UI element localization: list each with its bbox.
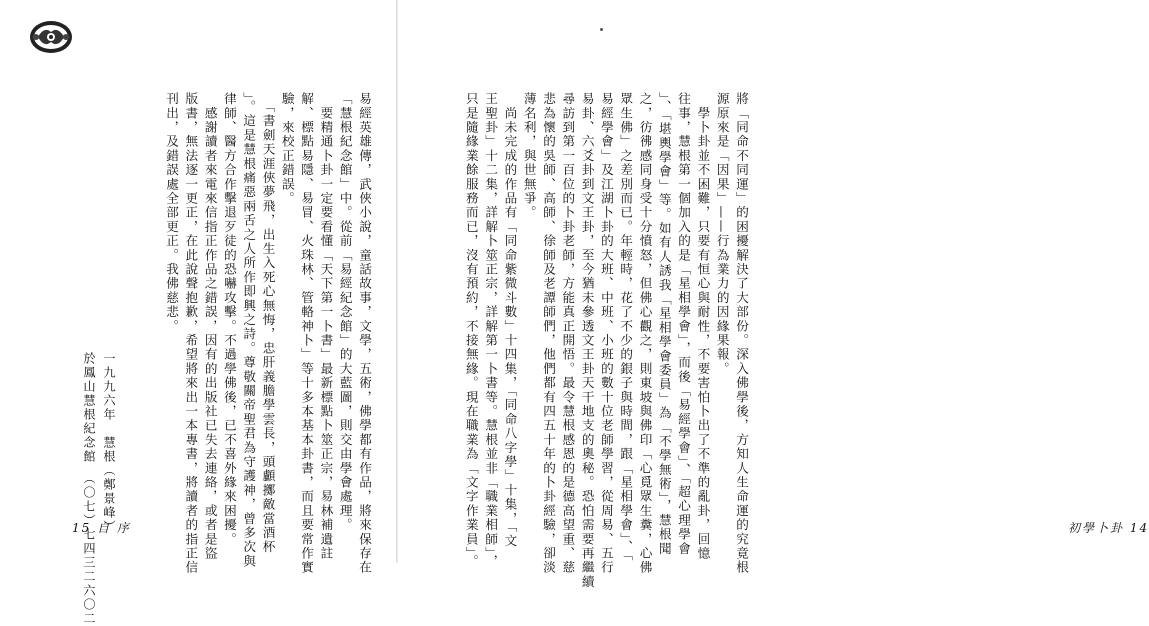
signature-place-phone: 於鳳山慧根紀念館 （〇七）七四三二六〇二 [82, 352, 96, 626]
text-column: 源原來是「因果」——行為業力的因緣果報。 [714, 92, 730, 376]
left-page [0, 0, 396, 626]
text-column: 刊出，及錯誤處全部更正。我佛慈悲。 [164, 92, 180, 334]
text-column: 往事，慧根第一個加入的是「星相學會」，而後「易經學會」、「超心理學會 [676, 92, 692, 556]
text-column: 只是隨緣業餘服務而已，沒有預約，不接無緣。現在職業為「文字作業員」。 [463, 92, 479, 569]
text-column: 眾生佛」之差別而已。年輕時，花了不少的銀子與時間，跟「星相學會」、「 [618, 92, 634, 563]
text-column: 學卜卦並不困難，只要有恒心與耐性，不要害怕卜出了不準的亂卦，回憶 [695, 92, 711, 561]
page-folio-right: 初學卜卦 14 [1068, 521, 1149, 535]
text-column: 「慧根紀念館」中。從前「易經紀念館」的大藍圖，則交由學會處理。 [337, 92, 353, 533]
text-column: 「書劍天涯俠夢飛，出生入死心無悔，忠肝義膽學雲長，頭顱擲敵當酒杯 [260, 92, 276, 555]
text-column: 易經學會」及江湖卜卦的大班、中班、小班的數十位老師學習，從周易、五行 [598, 92, 614, 575]
text-column: 易經英雄傳，武俠小說，童話故事，文學，五術，佛學都有作品，將來保存在 [357, 92, 372, 575]
text-column: 悲為懷的吳師、高師、徐師及老譚師們，他們都有四五十年的卜卦經驗，卻淡 [541, 92, 557, 575]
text-column: 驗，來校正錯誤。 [279, 92, 295, 206]
text-column: 」。這是慧根痛惡兩舌之人所作即興之詩。尊敬關帝聖君為守護神，曾多次與 [241, 92, 257, 569]
signature-date-author: 一九九六年 慧根（鄭景峰） [102, 352, 116, 534]
scan-speck [600, 28, 603, 31]
right-page [398, 0, 1149, 589]
text-column: 易卦、六爻卦到文王卦，至今猶未參透文王卦天干地支的奧秘。恐怕需要再繼續 [579, 92, 595, 589]
floral-ornament-icon [28, 18, 74, 56]
text-column: 律師、醫方合作擊退歹徒的恐嚇攻擊。不過學佛後，已不喜外緣來困擾。 [221, 92, 237, 547]
text-column: 薄名利，與世無爭。 [521, 92, 537, 220]
text-column: 王聖卦」十二集，詳解卜筮正宗，詳解第一卜書等。慧根並非「職業相師」， [483, 92, 499, 569]
text-column: 尚未完成的作品有「同命紫微斗數」十四集，「同命八字學」十集，「文 [502, 92, 518, 548]
text-column: 」、「堪輿學會」等。如有人誘我「星相學會委員」為「不學無術」，慧根聞 [656, 92, 672, 556]
page-folio-left: 15 自 序 [72, 521, 131, 535]
text-column: 解、標點易隱、易冒、火珠林、管輅神卜」等十多本基本卦書，而且要常作實 [299, 92, 315, 575]
text-column: 之，彷彿感同身受十分憤怒，但佛心觀之，則東坡與佛印「心覓眾生糞，心佛 [637, 92, 653, 575]
preface-body-right [431, 92, 751, 589]
text-column: 感謝讀者來電來信指正作品之錯誤，因有的出版社已失去連絡，或者是盜 [202, 92, 218, 561]
text-column: 版書，無法逐一更正，在此說聲抱歉，希望將來出一本專書，將讀者的指正信 [183, 92, 199, 575]
text-column: 要精通卜卦一定要看懂「天下第一卜書」最新標點卜筮正宗，易林補遺註 [318, 92, 334, 561]
text-column: 尋訪到第一百位的卜卦老師，方能真正開悟。最令慧根感恩的是德高望重、慈 [560, 92, 576, 575]
text-column: 將「同命不同運」的困擾解決了大部份。深入佛學後，方知人生命運的究竟根 [734, 92, 749, 575]
